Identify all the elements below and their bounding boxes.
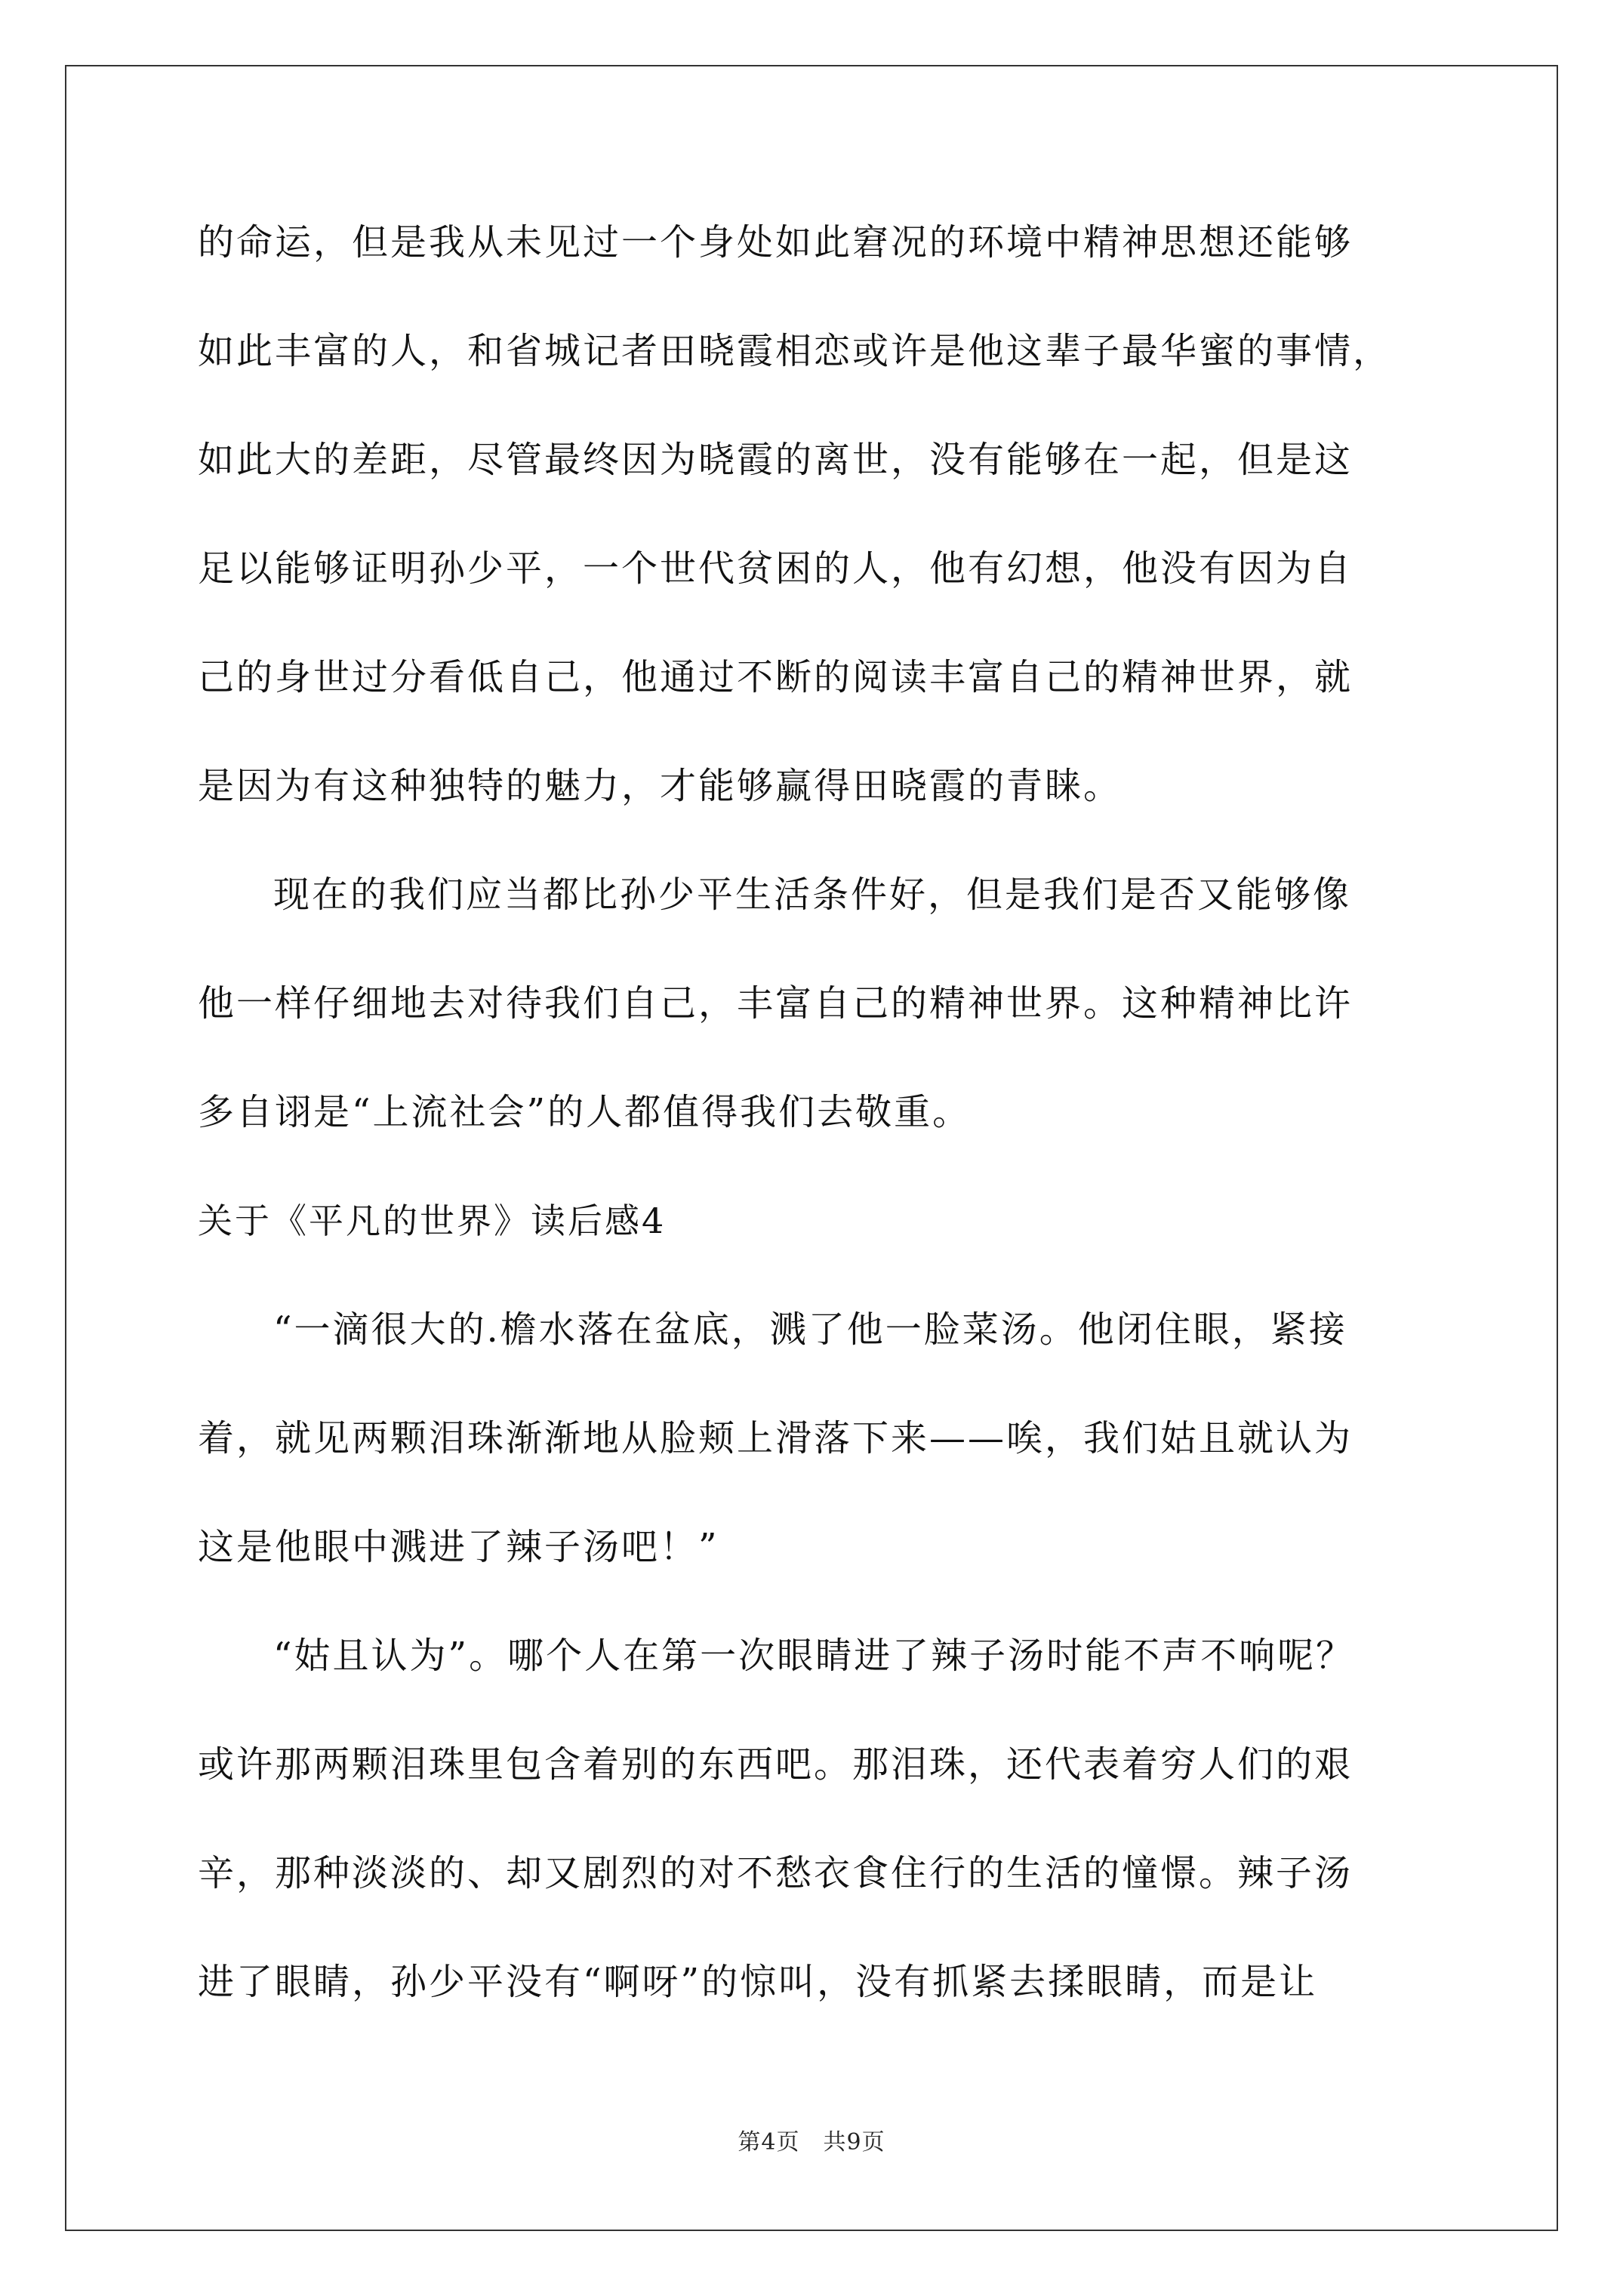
paragraph-line: 这是他眼中溅进了辣子汤吧！” bbox=[198, 1526, 719, 1568]
section-heading: 关于《平凡的世界》读后感4 bbox=[198, 1200, 667, 1241]
paragraph-line: 己的身世过分看低自己，他通过不断的阅读丰富自己的精神世界，就 bbox=[198, 656, 1354, 698]
text-lines bbox=[198, 215, 1428, 2009]
paragraph-line: 现在的我们应当都比孙少平生活条件好，但是我们是否又能够像 bbox=[273, 874, 1352, 916]
paragraph-line: 辛，那种淡淡的、却又剧烈的对不愁衣食住行的生活的憧憬。辣子汤 bbox=[198, 1852, 1354, 1894]
paragraph-line: “一滴很大的.檐水落在盆底，溅了他一脸菜汤。他闭住眼，紧接 bbox=[273, 1308, 1347, 1351]
document-body bbox=[198, 215, 1428, 2063]
paragraph-line: 着，就见两颗泪珠渐渐地从脸颊上滑落下来——唉，我们姑且就认为 bbox=[198, 1417, 1354, 1459]
paragraph-line: 进了眼睛，孙少平没有“啊呀”的惊叫，没有抓紧去揉眼睛，而是让 bbox=[198, 1961, 1318, 2003]
paragraph-line: 多自诩是“上流社会”的人都值得我们去敬重。 bbox=[198, 1091, 972, 1133]
paragraph-line: 他一样仔细地去对待我们自己，丰富自己的精神世界。这种精神比许 bbox=[198, 982, 1354, 1025]
paragraph-line: “姑且认为”。哪个人在第一次眼睛进了辣子汤时能不声不响呢？ bbox=[273, 1635, 1355, 1677]
paragraph-line: 如此大的差距，尽管最终因为晓霞的离世，没有能够在一起，但是这 bbox=[198, 439, 1354, 481]
paragraph-line: 的命运，但是我从未见过一个身处如此窘况的环境中精神思想还能够 bbox=[198, 221, 1354, 264]
paragraph-line: 足以能够证明孙少平，一个世代贫困的人，他有幻想，他没有因为自 bbox=[198, 547, 1354, 590]
page-footer: 第4页 共9页 bbox=[738, 2129, 885, 2156]
paragraph-line: 是因为有这种独特的魅力，才能够赢得田晓霞的青睐。 bbox=[198, 765, 1123, 807]
paragraph-line: 或许那两颗泪珠里包含着别的东西吧。那泪珠，还代表着穷人们的艰 bbox=[198, 1743, 1354, 1786]
paragraph-line: 如此丰富的人，和省城记者田晓霞相恋或许是他这辈子最华蜜的事情， bbox=[198, 330, 1392, 372]
